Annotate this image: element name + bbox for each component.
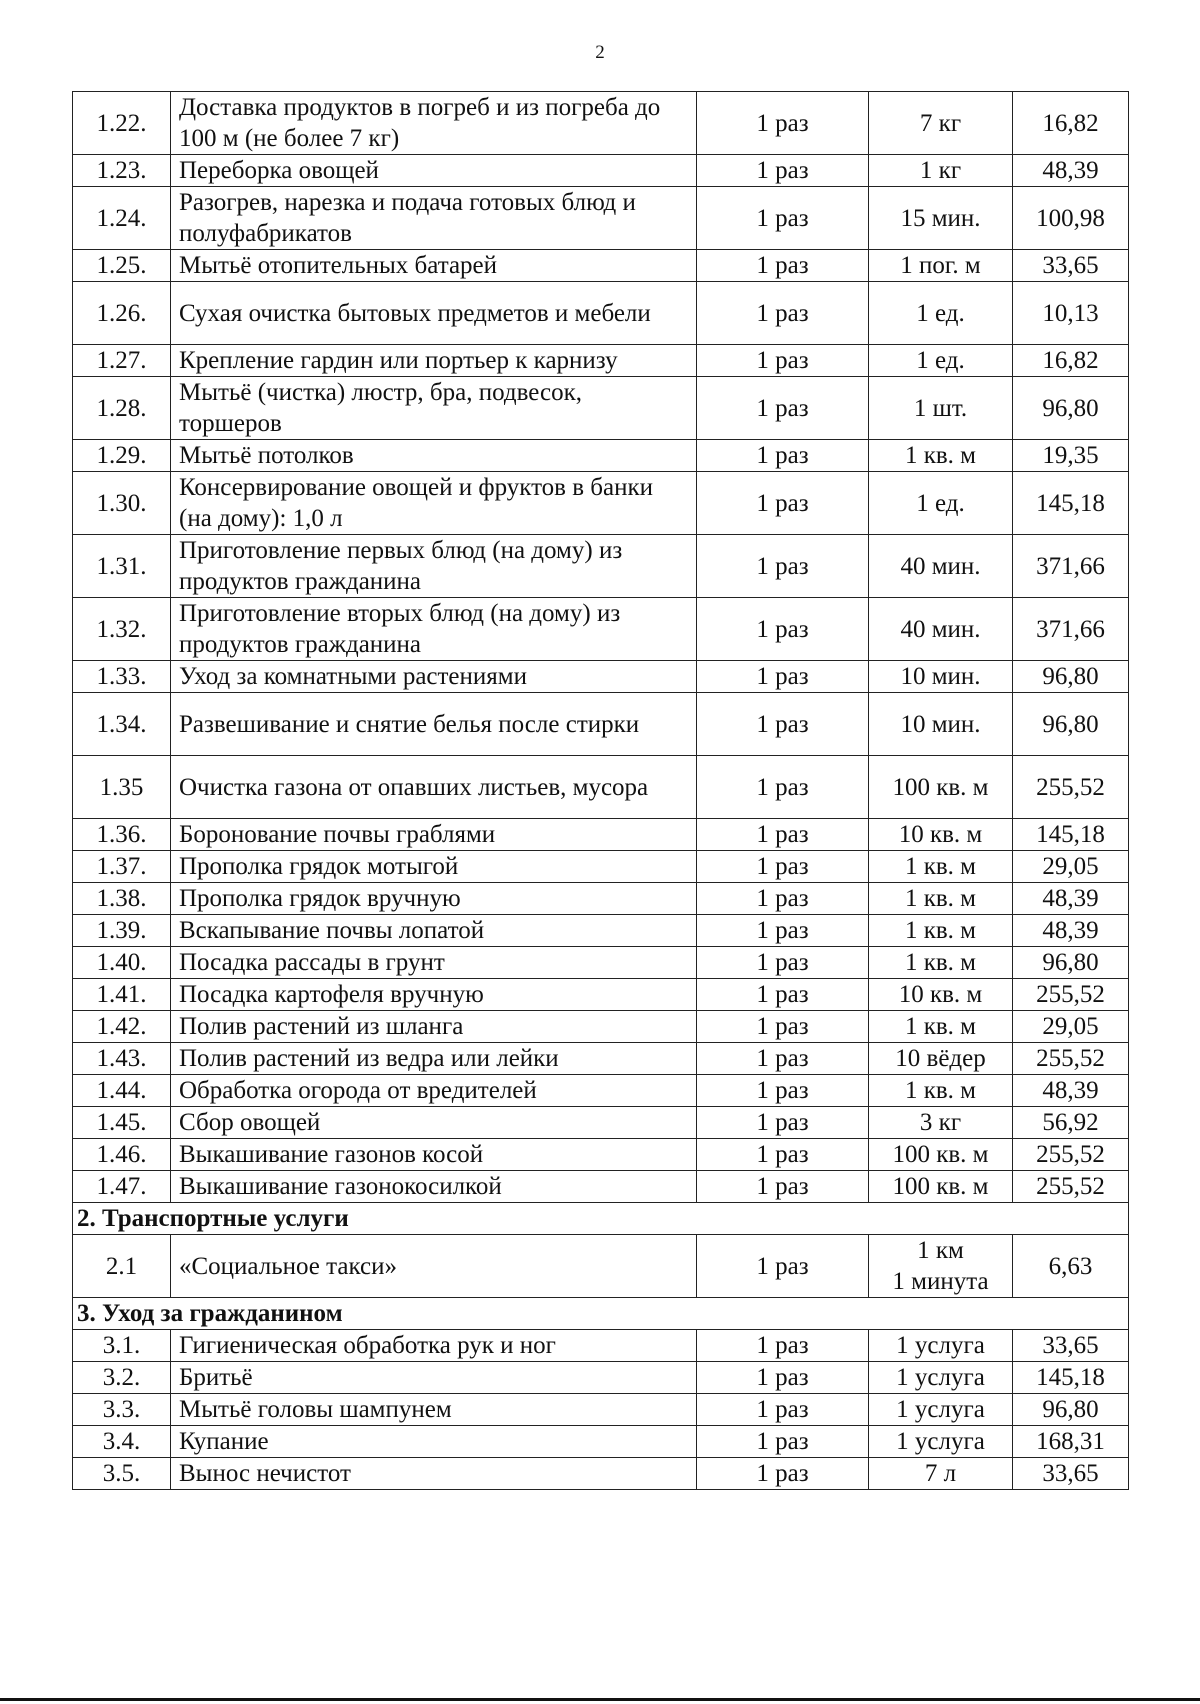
service-frequency: 1 раз <box>697 377 869 440</box>
service-name: Посадка рассады в грунт <box>171 947 697 979</box>
service-unit: 1 кв. м <box>869 440 1013 472</box>
service-name: Разогрев, нарезка и подача готовых блюд и полуфабрикатов <box>171 187 697 250</box>
service-name: Полив растений из шланга <box>171 1011 697 1043</box>
table-row <box>73 1330 1129 1362</box>
service-name: Доставка продуктов в погреб и из погреба до 100 м (не более 7 кг) <box>171 92 697 155</box>
service-frequency: 1 раз <box>697 1107 869 1139</box>
service-number: 1.31. <box>73 535 171 598</box>
service-price: 96,80 <box>1013 947 1129 979</box>
services-price-table <box>72 91 1129 1490</box>
service-number: 1.47. <box>73 1171 171 1203</box>
service-frequency: 1 раз <box>697 472 869 535</box>
service-price: 96,80 <box>1013 693 1129 756</box>
table-row <box>73 756 1129 819</box>
service-price: 48,39 <box>1013 1075 1129 1107</box>
service-number: 1.29. <box>73 440 171 472</box>
service-frequency: 1 раз <box>697 661 869 693</box>
service-frequency: 1 раз <box>697 1139 869 1171</box>
service-price: 33,65 <box>1013 1330 1129 1362</box>
service-name: Гигиеническая обработка рук и ног <box>171 1330 697 1362</box>
service-number: 1.34. <box>73 693 171 756</box>
service-number: 3.1. <box>73 1330 171 1362</box>
service-unit: 1 пог. м <box>869 250 1013 282</box>
service-price: 10,13 <box>1013 282 1129 345</box>
service-unit: 10 вёдер <box>869 1043 1013 1075</box>
service-name: Прополка грядок вручную <box>171 883 697 915</box>
section-header-row <box>73 1203 1129 1235</box>
service-unit: 1 шт. <box>869 377 1013 440</box>
service-unit: 10 кв. м <box>869 819 1013 851</box>
service-unit: 3 кг <box>869 1107 1013 1139</box>
table-row <box>73 1075 1129 1107</box>
service-unit: 100 кв. м <box>869 1139 1013 1171</box>
service-unit-line: 1 км <box>917 1237 964 1264</box>
service-unit: 10 мин. <box>869 661 1013 693</box>
service-name: Приготовление первых блюд (на дому) из продуктов гражданина <box>171 535 697 598</box>
service-name: «Социальное такси» <box>171 1235 697 1298</box>
service-price: 6,63 <box>1013 1235 1129 1298</box>
service-frequency: 1 раз <box>697 1458 869 1490</box>
service-number: 1.22. <box>73 92 171 155</box>
service-number: 1.42. <box>73 1011 171 1043</box>
service-frequency: 1 раз <box>697 851 869 883</box>
service-unit: 1 услуга <box>869 1362 1013 1394</box>
table-row <box>73 155 1129 187</box>
service-frequency: 1 раз <box>697 756 869 819</box>
service-price: 255,52 <box>1013 756 1129 819</box>
service-number: 1.39. <box>73 915 171 947</box>
service-number: 1.40. <box>73 947 171 979</box>
section-title: 2. Транспортные услуги <box>73 1203 1129 1235</box>
service-frequency: 1 раз <box>697 1235 869 1298</box>
service-name: Вскапывание почвы лопатой <box>171 915 697 947</box>
service-frequency: 1 раз <box>697 1394 869 1426</box>
service-name: Сухая очистка бытовых предметов и мебели <box>171 282 697 345</box>
service-price: 96,80 <box>1013 1394 1129 1426</box>
service-unit: 100 кв. м <box>869 1171 1013 1203</box>
service-number: 1.43. <box>73 1043 171 1075</box>
service-price: 48,39 <box>1013 915 1129 947</box>
service-price: 33,65 <box>1013 250 1129 282</box>
service-price: 19,35 <box>1013 440 1129 472</box>
service-number: 2.1 <box>73 1235 171 1298</box>
table-row <box>73 1107 1129 1139</box>
service-price: 96,80 <box>1013 377 1129 440</box>
service-frequency: 1 раз <box>697 819 869 851</box>
table-row <box>73 440 1129 472</box>
table-row <box>73 851 1129 883</box>
table-row <box>73 1426 1129 1458</box>
table-row <box>73 1458 1129 1490</box>
service-number: 1.35 <box>73 756 171 819</box>
service-number: 1.46. <box>73 1139 171 1171</box>
service-price: 145,18 <box>1013 819 1129 851</box>
service-price: 145,18 <box>1013 472 1129 535</box>
service-number: 1.26. <box>73 282 171 345</box>
service-name: Мытьё (чистка) люстр, бра, подвесок, торшеров <box>171 377 697 440</box>
table-row <box>73 250 1129 282</box>
service-name: Уход за комнатными растениями <box>171 661 697 693</box>
table-row <box>73 377 1129 440</box>
service-price: 255,52 <box>1013 1171 1129 1203</box>
service-price: 168,31 <box>1013 1426 1129 1458</box>
service-price: 29,05 <box>1013 851 1129 883</box>
service-number: 1.33. <box>73 661 171 693</box>
service-number: 1.23. <box>73 155 171 187</box>
service-unit: 1 кв. м <box>869 851 1013 883</box>
service-name: Консервирование овощей и фруктов в банки (на дому): 1,0 л <box>171 472 697 535</box>
section-title: 3. Уход за гражданином <box>73 1298 1129 1330</box>
service-number: 1.30. <box>73 472 171 535</box>
service-name: Посадка картофеля вручную <box>171 979 697 1011</box>
table-row <box>73 345 1129 377</box>
service-number: 3.5. <box>73 1458 171 1490</box>
service-number: 1.24. <box>73 187 171 250</box>
service-frequency: 1 раз <box>697 250 869 282</box>
service-name: Купание <box>171 1426 697 1458</box>
service-name: Прополка грядок мотыгой <box>171 851 697 883</box>
table-row <box>73 92 1129 155</box>
service-name: Приготовление вторых блюд (на дому) из продуктов гражданина <box>171 598 697 661</box>
service-price: 48,39 <box>1013 155 1129 187</box>
service-price: 56,92 <box>1013 1107 1129 1139</box>
service-name: Бритьё <box>171 1362 697 1394</box>
service-unit: 1 кг <box>869 155 1013 187</box>
table-row <box>73 661 1129 693</box>
page-number: 2 <box>595 42 605 63</box>
table-row <box>73 472 1129 535</box>
service-frequency: 1 раз <box>697 282 869 345</box>
table-row <box>73 979 1129 1011</box>
service-unit: 40 мин. <box>869 535 1013 598</box>
table-row <box>73 535 1129 598</box>
service-unit: 1 услуга <box>869 1330 1013 1362</box>
service-unit: 15 мин. <box>869 187 1013 250</box>
service-frequency: 1 раз <box>697 440 869 472</box>
service-frequency: 1 раз <box>697 598 869 661</box>
service-price: 255,52 <box>1013 1043 1129 1075</box>
table-row <box>73 1235 1129 1298</box>
service-number: 1.44. <box>73 1075 171 1107</box>
table-row <box>73 1171 1129 1203</box>
service-frequency: 1 раз <box>697 883 869 915</box>
service-number: 1.32. <box>73 598 171 661</box>
service-unit <box>869 1235 1013 1298</box>
service-frequency: 1 раз <box>697 187 869 250</box>
table-row <box>73 819 1129 851</box>
service-price: 100,98 <box>1013 187 1129 250</box>
service-unit: 10 мин. <box>869 693 1013 756</box>
table-row <box>73 187 1129 250</box>
service-unit: 40 мин. <box>869 598 1013 661</box>
service-number: 3.2. <box>73 1362 171 1394</box>
service-frequency: 1 раз <box>697 1362 869 1394</box>
service-frequency: 1 раз <box>697 693 869 756</box>
service-unit: 7 л <box>869 1458 1013 1490</box>
table-row <box>73 915 1129 947</box>
service-unit: 1 кв. м <box>869 1011 1013 1043</box>
service-unit: 1 кв. м <box>869 1075 1013 1107</box>
service-price: 371,66 <box>1013 598 1129 661</box>
service-unit: 1 кв. м <box>869 915 1013 947</box>
table-row <box>73 1362 1129 1394</box>
table-row <box>73 1139 1129 1171</box>
service-number: 1.38. <box>73 883 171 915</box>
service-price: 96,80 <box>1013 661 1129 693</box>
service-frequency: 1 раз <box>697 92 869 155</box>
service-unit: 10 кв. м <box>869 979 1013 1011</box>
service-number: 3.3. <box>73 1394 171 1426</box>
service-name: Вынос нечистот <box>171 1458 697 1490</box>
service-name: Развешивание и снятие белья после стирки <box>171 693 697 756</box>
service-name: Обработка огорода от вредителей <box>171 1075 697 1107</box>
table-row <box>73 1043 1129 1075</box>
table-row <box>73 693 1129 756</box>
table-row <box>73 282 1129 345</box>
service-name: Полив растений из ведра или лейки <box>171 1043 697 1075</box>
table-row <box>73 947 1129 979</box>
service-price: 29,05 <box>1013 1011 1129 1043</box>
service-name: Мытьё отопительных батарей <box>171 250 697 282</box>
table-body <box>73 92 1129 1490</box>
service-frequency: 1 раз <box>697 915 869 947</box>
service-unit: 1 кв. м <box>869 947 1013 979</box>
service-unit: 7 кг <box>869 92 1013 155</box>
service-frequency: 1 раз <box>697 1171 869 1203</box>
service-number: 1.25. <box>73 250 171 282</box>
table-row <box>73 1011 1129 1043</box>
service-unit-line: 1 минута <box>892 1268 989 1295</box>
table-row <box>73 1394 1129 1426</box>
service-unit: 1 ед. <box>869 345 1013 377</box>
service-price: 48,39 <box>1013 883 1129 915</box>
service-name: Выкашивание газонокосилкой <box>171 1171 697 1203</box>
service-frequency: 1 раз <box>697 979 869 1011</box>
service-frequency: 1 раз <box>697 1043 869 1075</box>
service-name: Крепление гардин или портьер к карнизу <box>171 345 697 377</box>
service-name: Мытьё потолков <box>171 440 697 472</box>
section-header-row <box>73 1298 1129 1330</box>
service-price: 145,18 <box>1013 1362 1129 1394</box>
table-row <box>73 883 1129 915</box>
service-number: 3.4. <box>73 1426 171 1458</box>
service-frequency: 1 раз <box>697 1330 869 1362</box>
service-price: 16,82 <box>1013 345 1129 377</box>
bottom-rule <box>0 1698 1200 1701</box>
service-name: Мытьё головы шампунем <box>171 1394 697 1426</box>
service-name: Выкашивание газонов косой <box>171 1139 697 1171</box>
service-price: 33,65 <box>1013 1458 1129 1490</box>
service-name: Очистка газона от опавших листьев, мусора <box>171 756 697 819</box>
service-name: Сбор овощей <box>171 1107 697 1139</box>
service-name: Переборка овощей <box>171 155 697 187</box>
service-frequency: 1 раз <box>697 155 869 187</box>
service-frequency: 1 раз <box>697 1426 869 1458</box>
service-frequency: 1 раз <box>697 947 869 979</box>
service-number: 1.45. <box>73 1107 171 1139</box>
service-price: 371,66 <box>1013 535 1129 598</box>
table-row <box>73 598 1129 661</box>
service-frequency: 1 раз <box>697 1011 869 1043</box>
service-frequency: 1 раз <box>697 1075 869 1107</box>
service-number: 1.37. <box>73 851 171 883</box>
service-price: 255,52 <box>1013 979 1129 1011</box>
service-number: 1.36. <box>73 819 171 851</box>
service-unit: 100 кв. м <box>869 756 1013 819</box>
service-number: 1.28. <box>73 377 171 440</box>
service-unit: 1 услуга <box>869 1394 1013 1426</box>
service-frequency: 1 раз <box>697 535 869 598</box>
service-unit: 1 услуга <box>869 1426 1013 1458</box>
service-price: 255,52 <box>1013 1139 1129 1171</box>
service-price: 16,82 <box>1013 92 1129 155</box>
service-name: Боронование почвы граблями <box>171 819 697 851</box>
service-unit: 1 ед. <box>869 472 1013 535</box>
service-unit: 1 кв. м <box>869 883 1013 915</box>
service-number: 1.41. <box>73 979 171 1011</box>
service-frequency: 1 раз <box>697 345 869 377</box>
service-number: 1.27. <box>73 345 171 377</box>
service-unit: 1 ед. <box>869 282 1013 345</box>
